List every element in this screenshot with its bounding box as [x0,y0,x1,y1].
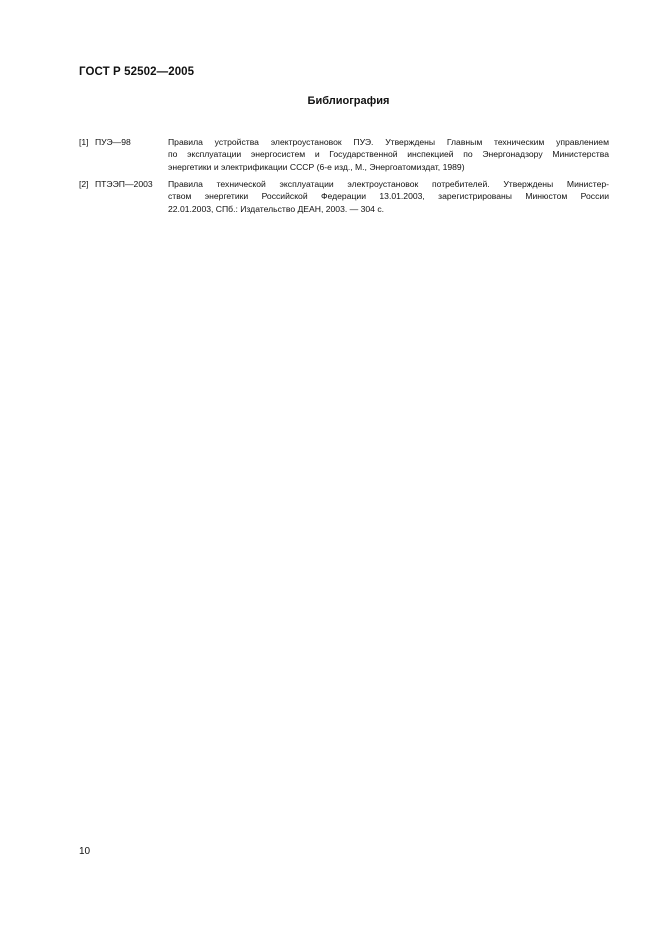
entry-description-line: Правила технической эксплуатации электроустановок потребителей. Утверждены Министер- [168,179,609,189]
entry-description-line: ством энергетики Российской Федерации 13.01.2003, зарегистрированы Минюстом России [168,191,609,202]
entry-description-line: энергетики и электрификации СССР (6-е изд., М., Энергоатомиздат, 1989) [168,161,465,172]
section-title-text: Библиография [307,95,390,107]
entry-code: ПТЭЭП—2003 [95,179,153,189]
document-code: ГОСТ Р 52502—2005 [79,66,195,78]
entry-description [168,178,609,215]
entry-description-line: по эксплуатации энергосистем и Государственной инспекцией по Энергонадзору Министерства [168,149,609,160]
entry-code: ПУЭ—98 [95,137,131,147]
bibliography-entry-1 [79,136,609,176]
section-title [0,95,661,107]
entry-number: [2] [79,179,89,189]
entry-description-line: Правила устройства электроустановок ПУЭ. Утверждены Главным техническим управлением [168,137,609,147]
entry-number: [1] [79,137,89,147]
entry-description-line: 22.01.2003, СПб.: Издательство ДЕАН, 2003. — 304 с. [168,203,385,214]
page-number: 10 [79,846,91,857]
entry-description [168,136,609,173]
bibliography-entry-2 [79,178,609,218]
